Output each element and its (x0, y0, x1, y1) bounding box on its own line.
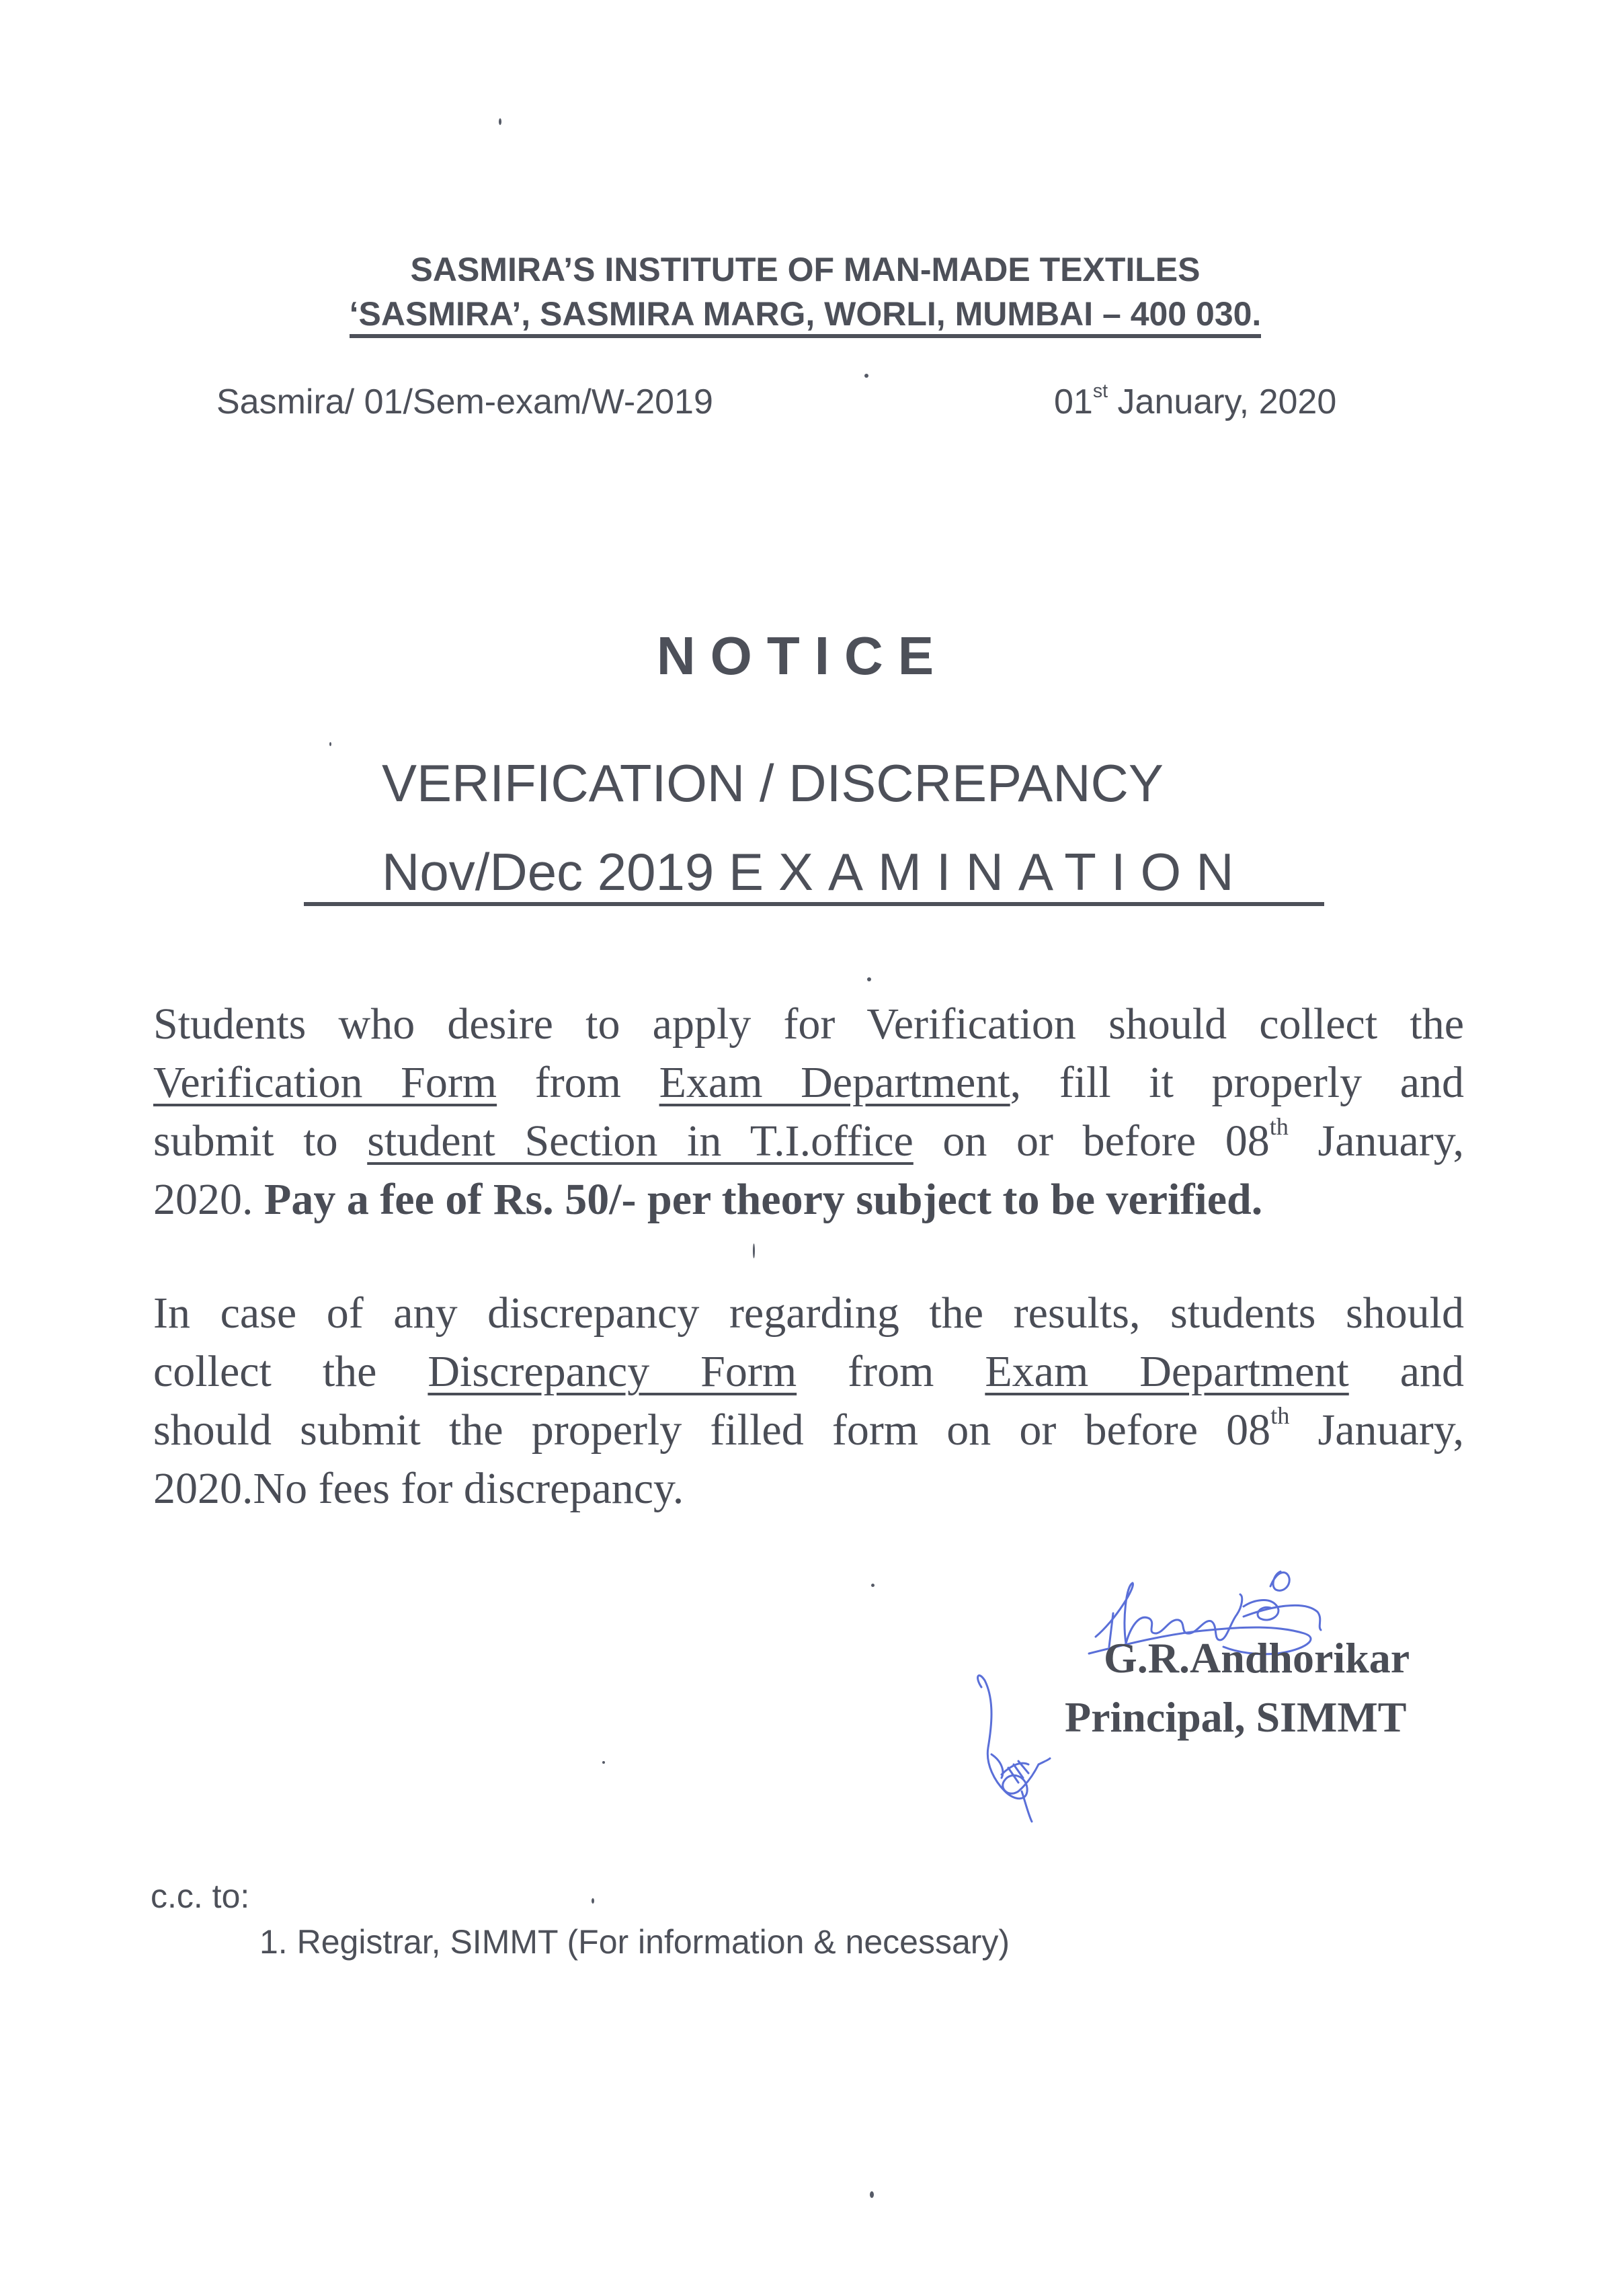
scan-speck (329, 742, 331, 746)
text-fragment: collect the (153, 1347, 428, 1396)
text-fragment: and (1348, 1347, 1464, 1396)
scan-speck (753, 1244, 755, 1258)
exam-department-text: Exam Department (985, 1347, 1349, 1396)
date-day: 01 (1054, 382, 1093, 421)
text-fragment: , fill it properly and (1010, 1058, 1465, 1107)
signer-title: Principal, SIMMT (1065, 1693, 1407, 1741)
paragraph-verification (153, 995, 1464, 1229)
institute-address-text: ‘SASMIRA’, SASMIRA MARG, WORLI, MUMBAI – 400 030. (350, 295, 1262, 338)
exam-department-text: Exam Department (659, 1058, 1010, 1107)
signer-name: G.R.Andhorikar (1104, 1634, 1410, 1682)
scan-speck (867, 977, 871, 981)
notice-title: NOTICE (656, 626, 949, 686)
subject-line-2 (382, 842, 1249, 903)
text-fragment: from (797, 1347, 985, 1396)
para1-line-1: Students who desire to apply for Verification should collect the (153, 1000, 1464, 1049)
scan-speck (864, 374, 868, 378)
subject-divider (304, 902, 1324, 906)
reference-number: Sasmira/ 01/Sem-exam/W-2019 (216, 382, 713, 421)
para2-line-1: In case of any discrepancy regarding the results, students should (153, 1289, 1464, 1338)
subject-line-1: VERIFICATION / DISCREPANCY (382, 753, 1164, 813)
scan-speck (592, 1898, 594, 1904)
fee-statement: Pay a fee of Rs. 50/- per theory subject to be verified (264, 1175, 1252, 1224)
cc-item-registrar: 1. Registrar, SIMMT (For information & necessary) (259, 1923, 1010, 1961)
cc-label: c.c. to: (151, 1877, 250, 1915)
text-fragment: January, (1288, 1116, 1464, 1166)
scan-speck (870, 2191, 874, 2198)
subject-line-2-examination: EXAMINATION (728, 842, 1249, 901)
ordinal-suffix: th (1269, 1113, 1289, 1141)
para1-line-3 (153, 1112, 1464, 1170)
date-rest: January, 2020 (1108, 382, 1337, 421)
date-day-suffix: st (1092, 380, 1108, 402)
para1-line-4 (153, 1170, 1464, 1229)
text-fragment: . (1251, 1175, 1263, 1224)
scan-speck (871, 1584, 875, 1587)
student-section-text: student Section in T.I.office (367, 1116, 914, 1166)
subject-line-2-prefix: Nov/Dec 2019 (382, 842, 729, 901)
text-fragment: January, (1289, 1405, 1464, 1455)
text-fragment: should submit the properly filled form on or before 08 (153, 1405, 1271, 1455)
scan-speck (499, 118, 501, 125)
text-fragment: submit to (153, 1116, 368, 1166)
institute-address (0, 294, 1617, 333)
text-fragment: 2020. (153, 1175, 264, 1224)
notice-date (1054, 382, 1336, 422)
ordinal-suffix: th (1270, 1402, 1290, 1430)
discrepancy-form-text: Discrepancy Form (428, 1347, 797, 1396)
text-fragment: from (497, 1058, 659, 1107)
para2-line-2 (153, 1342, 1464, 1401)
para1-line-2 (153, 1053, 1464, 1112)
text-fragment: on or before 08 (913, 1116, 1270, 1166)
verification-form-link: Verification Form (153, 1058, 497, 1107)
institute-name: SASMIRA’S INSTITUTE OF MAN-MADE TEXTILES (410, 251, 1201, 288)
paragraph-discrepancy (153, 1284, 1464, 1518)
scan-speck (602, 1761, 605, 1764)
para2-line-4: 2020.No fees for discrepancy. (153, 1464, 684, 1513)
para2-line-3 (153, 1401, 1464, 1459)
